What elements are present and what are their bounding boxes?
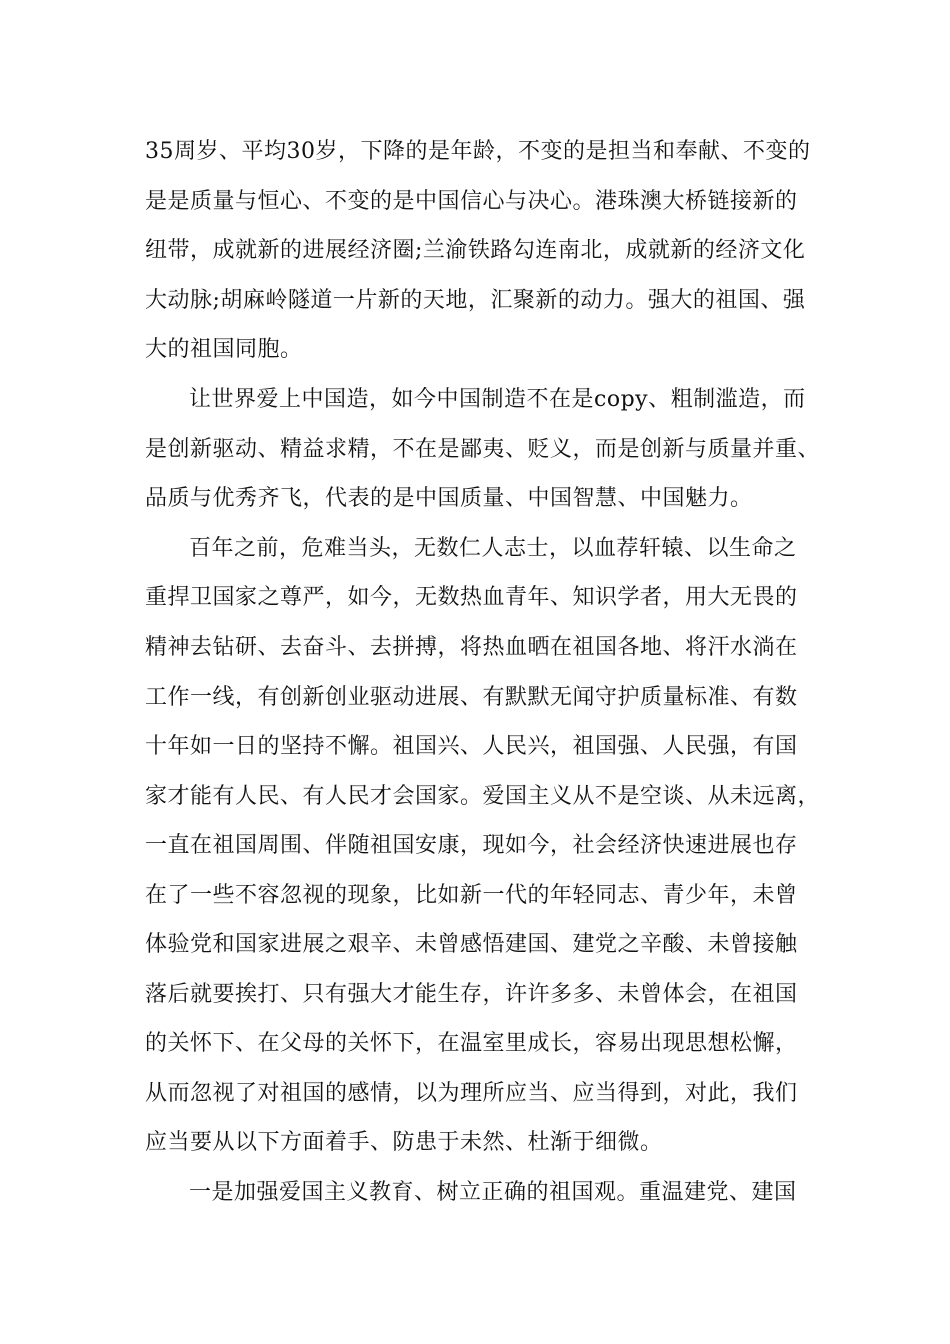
text-line: 应当要从以下方面着手、防患于未然、杜渐于细微。 xyxy=(145,1130,663,1155)
text-line: 家才能有人民、有人民才会国家。爱国主义从不是空谈、从未远离， xyxy=(145,784,821,809)
text-line: 纽带，成就新的进展经济圈;兰渝铁路勾连南北，成就新的经济文化 xyxy=(145,238,806,263)
text-line: 大的祖国同胞。 xyxy=(145,337,303,362)
text-line: 精神去钻研、去奋斗、去拼搏，将热血晒在祖国各地、将汗水淌在 xyxy=(145,635,798,660)
text-line: 一是加强爱国主义教育、树立正确的祖国观。重温建党、建国 xyxy=(189,1180,797,1205)
text-line: 工作一线，有创新创业驱动进展、有默默无闻守护质量标准、有数 xyxy=(145,685,798,710)
text-line: 十年如一日的坚持不懈。祖国兴、人民兴，祖国强、人民强，有国 xyxy=(145,734,798,759)
text-line: 在了一些不容忽视的现象，比如新一代的年轻同志、青少年，未曾 xyxy=(145,883,798,908)
text-line: 百年之前，危难当头，无数仁人志士，以血荐轩辕、以生命之 xyxy=(189,536,797,561)
text-line: 是是质量与恒心、不变的是中国信心与决心。港珠澳大桥链接新的 xyxy=(145,189,798,214)
text-line: 落后就要挨打、只有强大才能生存，许许多多、未曾体会，在祖国 xyxy=(145,982,798,1007)
text-line: 一直在祖国周围、伴随祖国安康，现如今，社会经济快速进展也存 xyxy=(145,833,798,858)
text-line: 品质与优秀齐飞，代表的是中国质量、中国智慧、中国魅力。 xyxy=(145,486,753,511)
text-line: 重捍卫国家之尊严，如今，无数热血青年、知识学者，用大无畏的 xyxy=(145,585,798,610)
text-line: 从而忽视了对祖国的感情，以为理所应当、应当得到，对此，我们 xyxy=(145,1081,798,1106)
text-line: 大动脉;胡麻岭隧道一片新的天地，汇聚新的动力。强大的祖国、强 xyxy=(145,288,806,313)
text-line: 的关怀下、在父母的关怀下，在温室里成长，容易出现思想松懈， xyxy=(145,1031,798,1056)
text-line: 是创新驱动、精益求精，不在是鄙夷、贬义，而是创新与质量并重、 xyxy=(145,437,821,462)
text-line: 35周岁、平均30岁，下降的是年龄，不变的是担当和奉献、不变的 xyxy=(145,139,811,164)
text-line: 让世界爱上中国造，如今中国制造不在是copy、粗制滥造，而 xyxy=(189,387,806,412)
text-line: 体验党和国家进展之艰辛、未曾感悟建国、建党之辛酸、未曾接触 xyxy=(145,932,798,957)
